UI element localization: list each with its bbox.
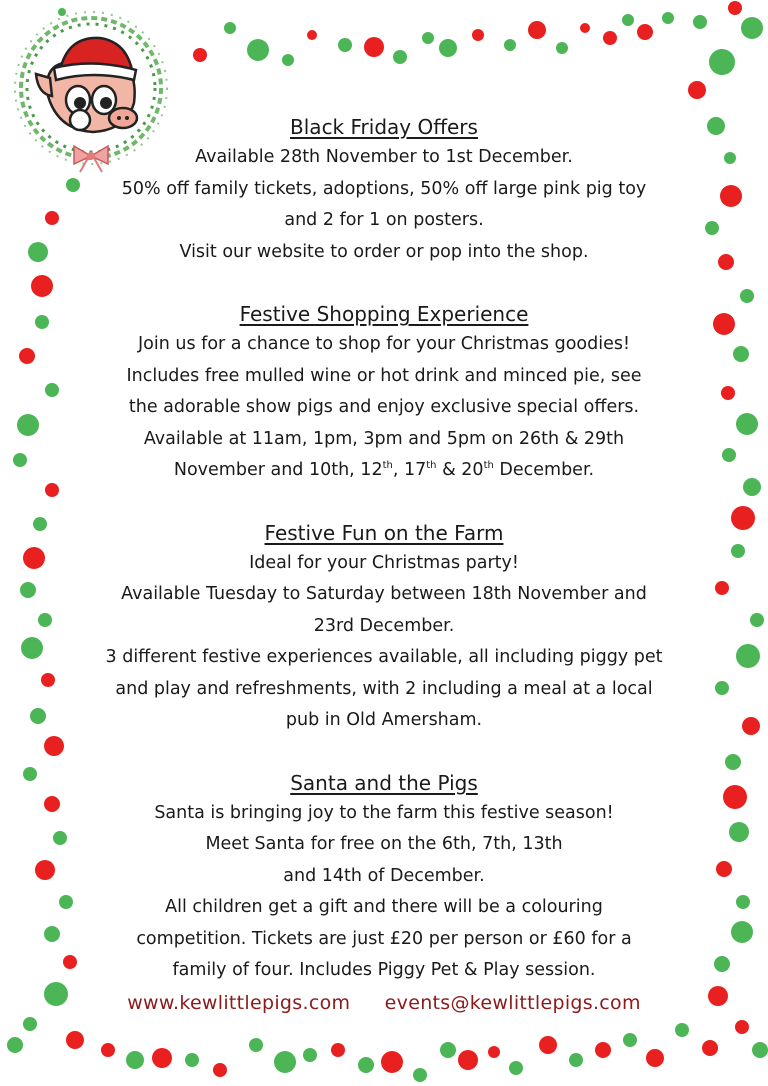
decorative-dot — [19, 348, 35, 364]
section-line: and play and refreshments, with 2 including a meal at a local — [115, 678, 653, 699]
decorative-dot — [13, 453, 27, 467]
contact-footer — [0, 992, 768, 1014]
decorative-dot — [358, 1057, 374, 1073]
decorative-dot — [381, 1051, 403, 1073]
decorative-dot — [580, 23, 590, 33]
section-line: Visit our website to order or pop into the shop. — [179, 241, 589, 262]
section-line: Santa is bringing joy to the farm this festive season! — [154, 802, 614, 823]
decorative-dot — [731, 921, 753, 943]
decorative-dot — [23, 767, 37, 781]
decorative-dot — [439, 39, 457, 57]
decorative-dot — [539, 1036, 557, 1054]
section-festive-fun — [40, 518, 728, 737]
decorative-dot — [66, 1031, 84, 1049]
decorative-dot — [413, 1068, 427, 1082]
text: December. — [493, 460, 595, 480]
decorative-dot — [709, 49, 735, 75]
decorative-dot — [472, 29, 484, 41]
decorative-dot — [637, 24, 653, 40]
section-line: 3 different festive experiences available, all including piggy pet — [105, 647, 663, 667]
decorative-dot — [693, 15, 707, 29]
decorative-dot — [743, 478, 761, 496]
flyer-content — [40, 112, 728, 987]
section-line: and 2 for 1 on posters. — [284, 210, 484, 230]
section-line: Available 28th November to 1st December. — [195, 147, 573, 167]
decorative-dot — [364, 37, 384, 57]
decorative-dot — [307, 30, 317, 40]
decorative-dot — [101, 1043, 115, 1057]
decorative-dot — [249, 1038, 263, 1052]
decorative-dot — [662, 12, 674, 24]
decorative-dot — [282, 54, 294, 66]
section-line: Join us for a chance to shop for your Christmas goodies! — [138, 334, 630, 354]
decorative-dot — [247, 39, 269, 61]
decorative-dot — [7, 1037, 23, 1053]
decorative-dot — [193, 48, 207, 62]
decorative-dot — [741, 17, 763, 39]
decorative-dot — [528, 21, 546, 39]
decorative-dot — [623, 1033, 637, 1047]
section-line: competition. Tickets are just £20 per person or £60 for a — [136, 928, 632, 949]
section-line: All children get a gift and there will be a colouring — [165, 897, 603, 917]
ordinal: th — [382, 460, 393, 472]
section-line: 50% off family tickets, adoptions, 50% off large pink pig toy — [121, 178, 647, 199]
decorative-dot — [702, 1040, 718, 1056]
decorative-dot — [331, 1043, 345, 1057]
ordinal: th — [426, 460, 437, 472]
decorative-dot — [152, 1048, 172, 1068]
decorative-dot — [213, 1063, 227, 1077]
decorative-dot — [646, 1049, 664, 1067]
decorative-dot — [735, 1020, 749, 1034]
decorative-dot — [622, 14, 634, 26]
decorative-dot — [595, 1042, 611, 1058]
email-link[interactable]: events@kewlittlepigs.com — [384, 992, 641, 1014]
section-santa — [40, 768, 728, 987]
section-line: Meet Santa for free on the 6th, 7th, 13th — [205, 834, 563, 854]
decorative-dot — [729, 822, 749, 842]
decorative-dot — [393, 50, 407, 64]
text: & 20 — [436, 460, 484, 480]
decorative-dot — [509, 1061, 523, 1075]
section-line: Includes free mulled wine or hot drink and minced pie, see — [126, 365, 642, 386]
section-black-friday — [40, 112, 728, 268]
text: , 17 — [392, 460, 427, 480]
decorative-dot — [731, 544, 745, 558]
section-line: Available at 11am, 1pm, 3pm and 5pm on 26th & 29th — [143, 428, 625, 449]
decorative-dot — [338, 38, 352, 52]
text: November and 10th, 12 — [173, 460, 383, 480]
decorative-dot — [752, 1042, 768, 1058]
decorative-dot — [736, 895, 750, 909]
decorative-dot — [731, 506, 755, 530]
ordinal: th — [483, 460, 494, 472]
section-heading: Festive Fun on the Farm — [264, 520, 504, 545]
decorative-dot — [603, 31, 617, 45]
decorative-dot — [688, 81, 706, 99]
decorative-dot — [440, 1042, 456, 1058]
decorative-dot — [736, 413, 758, 435]
decorative-dot — [185, 1053, 199, 1067]
section-line-dates — [40, 455, 728, 487]
website-link[interactable]: www.kewlittlepigs.com — [127, 992, 351, 1014]
decorative-dot — [742, 717, 760, 735]
section-line: Ideal for your Christmas party! — [249, 552, 519, 573]
decorative-dot — [750, 613, 764, 627]
section-line: Available Tuesday to Saturday between 18th November and — [121, 584, 647, 604]
section-heading: Festive Shopping Experience — [239, 302, 529, 326]
section-festive-shopping — [40, 299, 728, 487]
decorative-dot — [274, 1051, 296, 1073]
decorative-dot — [458, 1050, 478, 1070]
decorative-dot — [422, 32, 434, 44]
decorative-dot — [20, 582, 36, 598]
decorative-dot — [740, 289, 754, 303]
decorative-dot — [736, 644, 760, 668]
section-line: the adorable show pigs and enjoy exclusive special offers. — [128, 397, 640, 417]
decorative-dot — [504, 39, 516, 51]
decorative-dot — [23, 1017, 37, 1031]
section-heading: Black Friday Offers — [290, 115, 478, 139]
section-line: family of four. Includes Piggy Pet & Play session. — [172, 960, 596, 980]
decorative-dot — [488, 1046, 500, 1058]
section-line: and 14th of December. — [283, 865, 485, 886]
decorative-dot — [224, 22, 236, 34]
decorative-dot — [126, 1051, 144, 1069]
decorative-dot — [556, 42, 568, 54]
section-heading: Santa and the Pigs — [290, 770, 478, 795]
decorative-dot — [303, 1048, 317, 1062]
section-line: pub in Old Amersham. — [285, 710, 483, 730]
decorative-dot — [675, 1023, 689, 1037]
decorative-dot — [728, 1, 742, 15]
decorative-dot — [569, 1053, 583, 1067]
section-line: 23rd December. — [313, 615, 455, 636]
decorative-dot — [17, 414, 39, 436]
decorative-dot — [733, 346, 749, 362]
